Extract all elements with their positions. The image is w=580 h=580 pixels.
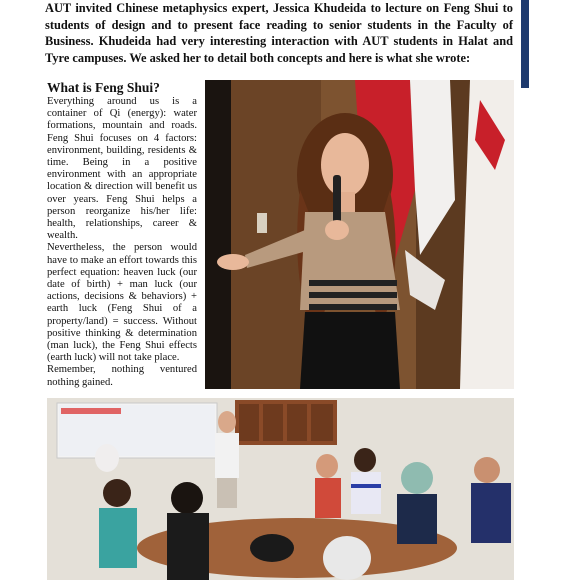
intro-paragraph: AUT invited Chinese metaphysics expert, Jessica Khudeida to lecture on Feng Shui to students of design and to present face reading to senior students in the Faculty of Business. Khudeida had very interesting interaction with AUT students in Halat and Tyre campuses. We asked her to detail both concepts and here is what she wrote: [45, 1, 513, 65]
classroom-photo [47, 398, 514, 580]
accent-bar [521, 0, 529, 88]
speaker-photo-illustration [205, 80, 514, 389]
section-heading: What is Feng Shui? [47, 80, 160, 95]
classroom-photo-illustration [47, 398, 514, 580]
speaker-photo [205, 80, 514, 389]
body-paragraph: Remember, nothing ventured nothing gained. [47, 364, 197, 388]
body-paragraph: Everything around us is a container of Qi (energy): water formations, mountain and roads. Feng Shui focuses on 4 factors: environment, building, residents & time. Being in a positive environment with an appropriate location & direction will benefit us over years. Feng Shui helps a person reorganize his/her life: health, relationships, career & wealth. [47, 96, 197, 242]
article-body [47, 96, 197, 389]
body-paragraph: Nevertheless, the person would have to make an effort towards this perfect equation: heaven luck (our date of birth) + man luck (our actions, decisions & behaviors) + earth luck (Feng Shui of a property/land) = success. Without positive thinking & determination (man luck), the Feng Shui effects (earth luck) will not take place. [47, 242, 197, 364]
